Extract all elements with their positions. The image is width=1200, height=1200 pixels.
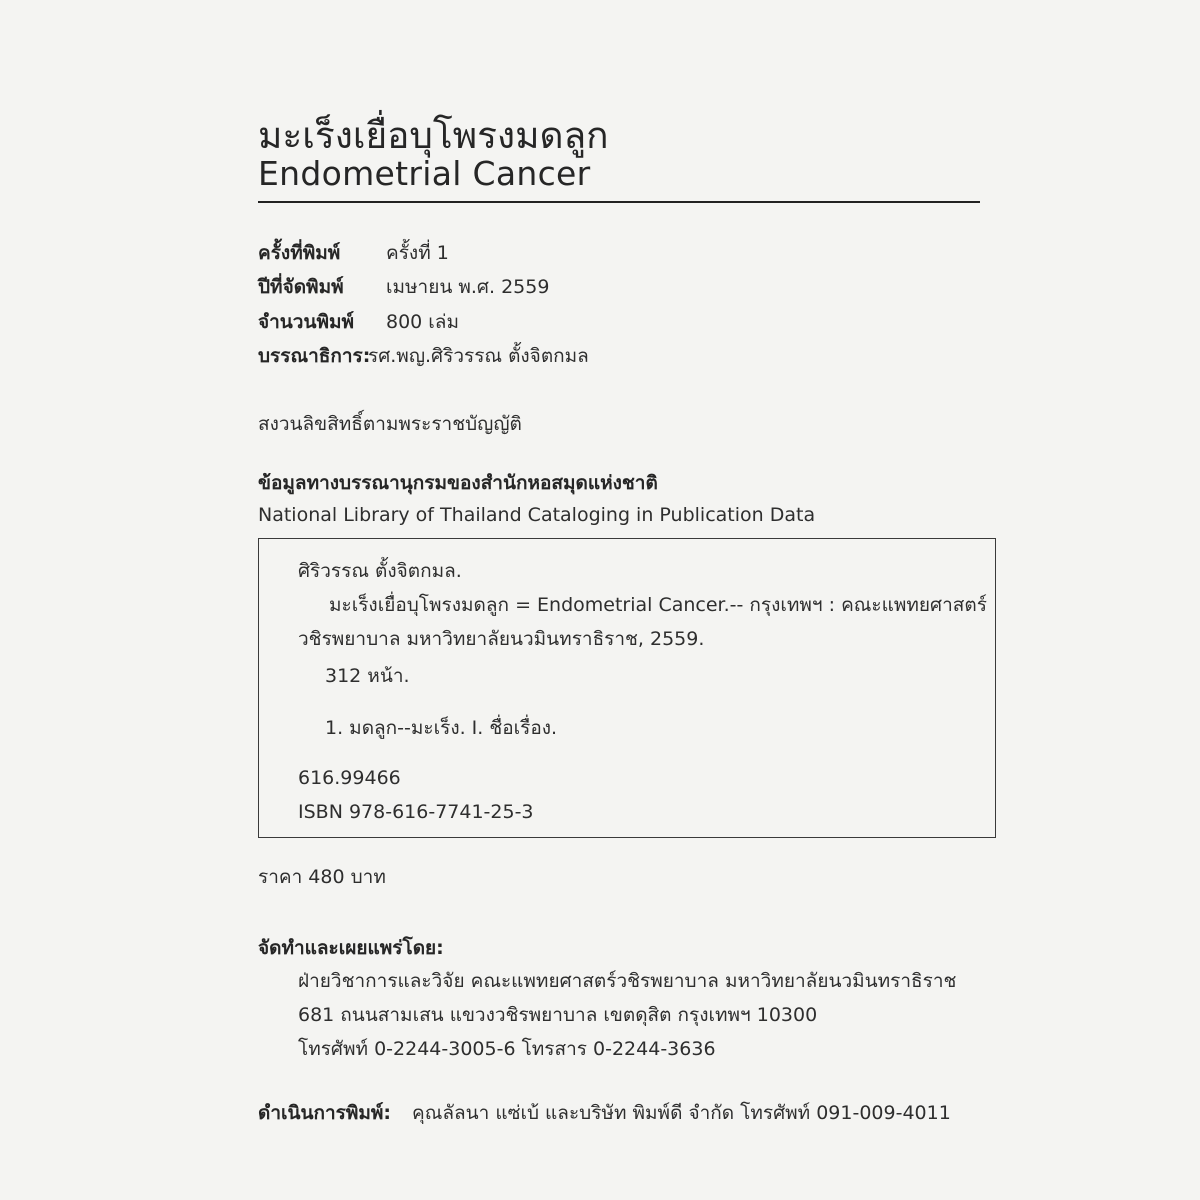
editor-value: รศ.พญ.ศิริวรรณ ตั้งจิตกมล — [368, 345, 589, 367]
book-title-english: Endometrial Cancer — [258, 154, 591, 193]
distributor-phone: โทรศัพท์ 0-2244-3005-6 โทรสาร 0-2244-3636 — [298, 1038, 716, 1060]
copyright-notice: สงวนลิขสิทธิ์ตามพระราชบัญญัติ — [258, 413, 522, 435]
cip-classification: 616.99466 — [298, 767, 401, 789]
cip-heading-english: National Library of Thailand Cataloging in Publication Data — [258, 504, 816, 526]
year-label: ปีที่จัดพิมพ์ — [258, 276, 344, 298]
cip-title-line1: มะเร็งเยื่อบุโพรงมดลูก = Endometrial Cancer.-- กรุงเทพฯ : คณะแพทยศาสตร์ — [329, 594, 987, 616]
editor-label: บรรณาธิการ: — [258, 345, 371, 367]
distributor-label: จัดทำและเผยแพร่โดย: — [258, 937, 444, 959]
cip-author: ศิริวรรณ ตั้งจิตกมล. — [298, 560, 462, 582]
year-value: เมษายน พ.ศ. 2559 — [386, 276, 550, 298]
printer-value: คุณลัลนา แซ่เบ้ และบริษัท พิมพ์ดี จำกัด โทรศัพท์ 091-009-4011 — [412, 1102, 951, 1124]
price: ราคา 480 บาท — [258, 866, 386, 888]
cip-title-line2: วชิรพยาบาล มหาวิทยาลัยนวมินทราธิราช, 2559. — [298, 628, 705, 650]
cip-isbn: ISBN 978-616-7741-25-3 — [298, 801, 534, 823]
edition-label: ครั้งที่พิมพ์ — [258, 242, 341, 264]
copies-value: 800 เล่ม — [386, 311, 459, 333]
book-title-thai: มะเร็งเยื่อบุโพรงมดลูก — [258, 114, 609, 157]
printer-label: ดำเนินการพิมพ์: — [258, 1102, 392, 1124]
title-divider — [258, 201, 980, 203]
cip-subjects: 1. มดลูก--มะเร็ง. I. ชื่อเรื่อง. — [325, 717, 558, 739]
cip-pages: 312 หน้า. — [325, 665, 410, 687]
distributor-line1: ฝ่ายวิชาการและวิจัย คณะแพทยศาสตร์วชิรพยาบาล มหาวิทยาลัยนวมินทราธิราช — [298, 970, 957, 992]
edition-value: ครั้งที่ 1 — [386, 242, 449, 264]
cip-heading-thai: ข้อมูลทางบรรณานุกรมของสำนักหอสมุดแห่งชาติ — [258, 472, 658, 494]
distributor-address: 681 ถนนสามเสน แขวงวชิรพยาบาล เขตดุสิต กรุงเทพฯ 10300 — [298, 1004, 818, 1026]
copies-label: จำนวนพิมพ์ — [258, 311, 355, 333]
